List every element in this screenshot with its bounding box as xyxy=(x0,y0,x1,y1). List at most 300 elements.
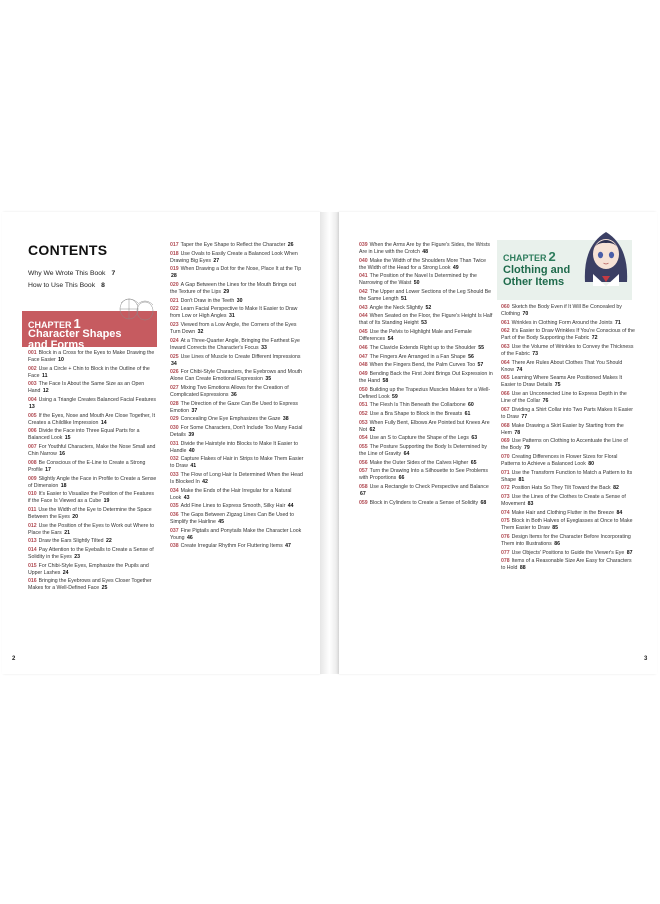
toc-column-2 xyxy=(170,242,304,552)
entry-page: 25 xyxy=(101,585,108,592)
entry-title: Make the Width of the Shoulders More Than Twice the Width of the Head for a Strong Look xyxy=(359,257,486,271)
entry-number: 022 xyxy=(170,306,179,313)
entry-title: Be Conscious of the E-Line to Create a Strong Profile xyxy=(28,459,146,473)
entry-title: Use a Rectangle to Check Perspective and Balance xyxy=(369,484,489,491)
toc-entry xyxy=(501,485,635,492)
entry-page: 70 xyxy=(522,311,529,317)
entry-number: 054 xyxy=(359,435,368,442)
entry-number: 018 xyxy=(170,250,179,257)
toc-entry xyxy=(501,470,635,484)
entry-title: Use Objects' Positions to Guide the Viewer's Eye xyxy=(511,549,625,556)
entry-page: 84 xyxy=(616,509,623,516)
entry-page: 80 xyxy=(588,460,595,467)
entry-number: 073 xyxy=(501,493,510,500)
toc-entry xyxy=(28,507,158,521)
chapter-title: Character Shapes and Forms xyxy=(28,328,122,351)
entry-page: 76 xyxy=(542,398,549,405)
entry-number: 036 xyxy=(170,512,179,519)
chapter-label: CHAPTER 2 xyxy=(503,249,556,264)
entry-title: It's Easier to Visualize the Position of the Features if the Face Is Viewed as a Cube xyxy=(28,491,155,505)
entry-page: 83 xyxy=(527,500,534,507)
anime-girl-illustration xyxy=(579,224,633,286)
entry-number: 005 xyxy=(28,412,37,419)
toc-entry xyxy=(359,468,493,482)
entry-number: 028 xyxy=(170,400,179,407)
entry-page: 38 xyxy=(282,416,289,423)
entry-page: 82 xyxy=(613,485,619,492)
toc-entry xyxy=(359,345,493,352)
toc-entry xyxy=(501,518,635,532)
entry-title: The Clavicle Extends Right up to the Shoulder xyxy=(369,344,476,351)
entry-number: 045 xyxy=(359,329,368,336)
entry-number: 077 xyxy=(501,549,510,556)
entry-number: 021 xyxy=(170,297,179,304)
toc-entry xyxy=(28,381,158,395)
entry-number: 025 xyxy=(170,353,179,360)
entry-title: Taper the Eye Shape to Reflect the Character xyxy=(180,242,286,248)
entry-title: Make Hair and Clothing Flutter in the Breeze xyxy=(511,509,615,516)
toc-column-1 xyxy=(28,350,158,594)
chapter-1-banner xyxy=(22,311,157,351)
toc-entry xyxy=(170,441,304,455)
entry-page: 34 xyxy=(171,360,177,367)
entry-title: Use a Bra Shape to Block in the Breasts xyxy=(369,410,463,417)
toc-entry xyxy=(170,472,304,486)
toc-entry xyxy=(170,242,304,249)
entry-number: 052 xyxy=(359,410,368,417)
entry-page: 23 xyxy=(74,553,81,560)
entry-title: The Direction of the Gaze Can Be Used to Express Emotion xyxy=(170,400,299,414)
entry-number: 024 xyxy=(170,337,179,344)
toc-entry xyxy=(501,438,635,452)
entry-title: Block in a Cross for the Eyes to Make Drawing the Face Easier xyxy=(28,350,155,363)
toc-entry xyxy=(359,402,493,409)
entry-title: Mixing Two Emotions Allows for the Creation of Complicated Expressions xyxy=(170,384,289,398)
entry-page: 26 xyxy=(287,242,294,248)
entry-number: 041 xyxy=(359,273,368,280)
entry-title: The Fingers Are Arranged in a Fan Shape xyxy=(369,353,466,360)
toc-entry xyxy=(170,503,304,510)
chapter-title: Clothing and Other Items xyxy=(503,264,571,288)
toc-entry xyxy=(170,488,304,502)
entry-title: It's Easier to Draw Wrinkles If You're Conscious of the Part of the Body Supporting the Fabric xyxy=(501,328,635,342)
intro-page: 8 xyxy=(101,282,105,289)
entry-title: Creating Differences in Flower Sizes for Floral Patterns to Achieve a Balanced Look xyxy=(501,453,618,467)
entry-page: 14 xyxy=(100,419,107,426)
entry-title: For Chibi-Style Characters, the Eyebrows and Mouth Alone Can Create Emotional Expression xyxy=(170,369,303,383)
entry-number: 056 xyxy=(359,459,368,466)
toc-entry xyxy=(170,528,304,542)
entry-number: 009 xyxy=(28,475,37,482)
entry-title: If the Eyes, Nose and Mouth Are Close Together, It Creates a Childlike Impression xyxy=(28,412,156,426)
entry-page: 20 xyxy=(72,513,79,520)
toc-entry xyxy=(170,322,304,336)
entry-title: Fine Pigtails and Ponytails Make the Character Look Young xyxy=(170,527,302,541)
toc-entry xyxy=(359,484,493,498)
toc-entry xyxy=(359,313,493,327)
entry-title: The Position of the Navel Is Determined by the Narrowing of the Waist xyxy=(359,273,477,287)
toc-entry xyxy=(170,543,304,550)
entry-number: 035 xyxy=(170,503,179,510)
toc-entry xyxy=(359,435,493,442)
entry-number: 013 xyxy=(28,538,37,545)
toc-entry xyxy=(359,387,493,401)
entry-title: The Gaps Between Zigzag Lines Can Be Used to Simplify the Hairline xyxy=(170,512,294,526)
entry-number: 008 xyxy=(28,459,37,466)
entry-title: At a Three-Quarter Angle, Bringing the Farthest Eye Inward Corrects the Character's Focus xyxy=(170,337,300,351)
toc-entry xyxy=(359,444,493,458)
entry-page: 73 xyxy=(532,351,539,358)
entry-title: Use an S to Capture the Shape of the Legs xyxy=(369,435,469,442)
toc-entry xyxy=(359,258,493,272)
entry-page: 78 xyxy=(514,429,521,436)
entry-title: Learning Where Seams Are Positioned Makes It Easier to Draw Details xyxy=(501,375,623,389)
entry-page: 32 xyxy=(197,329,204,336)
entry-page: 10 xyxy=(58,357,64,363)
entry-page: 57 xyxy=(477,362,484,369)
toc-entry xyxy=(28,523,158,537)
toc-entry xyxy=(28,397,158,411)
toc-entry xyxy=(501,391,635,405)
entry-number: 012 xyxy=(28,522,37,529)
entry-title: For Youthful Characters, Make the Nose Small and Chin Narrow xyxy=(28,444,156,458)
entry-page: 75 xyxy=(554,382,561,389)
entry-page: 44 xyxy=(287,503,294,510)
entry-number: 050 xyxy=(359,386,368,393)
entry-number: 029 xyxy=(170,416,179,423)
entry-title: Block in Cylinders to Create a Sense of Solidity xyxy=(369,499,479,506)
entry-number: 078 xyxy=(501,558,510,565)
entry-page: 46 xyxy=(186,534,193,541)
entry-title: Building up the Trapezius Muscles Makes for a Well-Defined Look xyxy=(359,386,491,400)
entry-page: 85 xyxy=(552,525,558,532)
entry-title: Add Fine Lines to Express Smooth, Silky Hair xyxy=(180,503,286,510)
entry-number: 030 xyxy=(170,424,179,431)
toc-column-3 xyxy=(359,242,493,508)
toc-entry xyxy=(170,251,304,265)
entry-number: 020 xyxy=(170,282,179,289)
entry-number: 051 xyxy=(359,402,368,409)
entry-number: 023 xyxy=(170,322,179,329)
entry-page: 64 xyxy=(403,451,410,457)
toc-entry xyxy=(28,578,158,592)
intro-item-how xyxy=(28,282,105,289)
toc-entry xyxy=(28,428,158,442)
entry-page: 55 xyxy=(478,344,485,351)
toc-entry xyxy=(359,362,493,369)
entry-title: Divide the Face into Three Equal Parts for a Balanced Look xyxy=(28,428,140,442)
entry-number: 065 xyxy=(501,375,510,382)
entry-title: Use the Volume of Wrinkles to Convey the Thickness of the Fabric xyxy=(501,344,634,358)
entry-title: When Seated on the Floor, the Figure's Height Is Half that of Its Standing Height xyxy=(359,313,493,327)
entry-page: 72 xyxy=(591,335,598,342)
entry-title: The Flesh Is Thin Beneath the Collarbone xyxy=(369,402,466,409)
toc-entry xyxy=(170,306,304,320)
entry-page: 41 xyxy=(190,463,197,470)
entry-page: 40 xyxy=(188,447,195,454)
intro-item-why xyxy=(28,270,115,277)
left-page xyxy=(2,212,320,674)
entry-number: 031 xyxy=(170,440,179,447)
entry-title: Use a Circle + Chin to Block in the Outline of the Face xyxy=(28,365,150,379)
entry-number: 040 xyxy=(359,257,368,264)
entry-number: 044 xyxy=(359,313,368,320)
toc-entry xyxy=(359,500,493,507)
entry-number: 066 xyxy=(501,391,510,398)
entry-title: Turn the Drawing Into a Silhouette to See Problems with Proportions xyxy=(359,468,488,482)
entry-title: Bringing the Eyebrows and Eyes Closer Together Makes for a Well-Defined Face xyxy=(28,578,152,592)
entry-number: 007 xyxy=(28,444,37,451)
entry-number: 076 xyxy=(501,534,510,540)
entry-page: 87 xyxy=(626,549,633,556)
entry-page: 53 xyxy=(421,320,427,327)
entry-page: 49 xyxy=(452,264,459,271)
entry-number: 015 xyxy=(28,562,37,569)
toc-entry xyxy=(501,494,635,508)
toc-entry xyxy=(28,366,158,380)
toc-entry xyxy=(28,476,158,490)
entry-page: 47 xyxy=(285,543,291,550)
entry-page: 35 xyxy=(265,376,272,383)
entry-page: 86 xyxy=(554,541,560,547)
entry-number: 067 xyxy=(501,406,510,413)
entry-page: 88 xyxy=(519,565,526,572)
entry-page: 37 xyxy=(191,407,198,414)
entry-title: Dividing a Shirt Collar into Two Parts Makes It Easier to Draw xyxy=(501,406,633,420)
toc-column-4 xyxy=(501,304,635,574)
toc-entry xyxy=(28,444,158,458)
entry-title: The Posture Supporting the Body Is Determined by the Line of Gravity xyxy=(359,444,488,457)
entry-page: 33 xyxy=(261,344,267,351)
entry-title: Divide the Hairstyle into Blocks to Make It Easier to Handle xyxy=(170,440,298,454)
entry-number: 003 xyxy=(28,381,37,388)
entry-number: 039 xyxy=(359,242,368,248)
entry-page: 56 xyxy=(468,353,474,360)
toc-entry xyxy=(170,369,304,383)
entry-number: 048 xyxy=(359,362,368,369)
entry-number: 063 xyxy=(501,344,510,351)
entry-page: 67 xyxy=(360,491,366,498)
entry-title: Use the Pelvis to Highlight Male and Female Differences xyxy=(359,329,472,343)
entry-page: 63 xyxy=(471,435,478,442)
entry-page: 71 xyxy=(614,319,621,326)
intro-page: 7 xyxy=(111,270,116,277)
entry-number: 014 xyxy=(28,546,37,553)
entry-title: Slightly Angle the Face in Profile to Create a Sense of Dimension xyxy=(28,475,157,489)
entry-title: The Flow of Long Hair Is Determined When the Head Is Blocked In xyxy=(170,472,303,485)
right-page xyxy=(339,212,657,674)
entry-title: Use the Transform Function to Match a Pattern to Its Shape xyxy=(501,469,633,483)
entry-title: For Chibi-Style Eyes, Emphasize the Pupils and Upper Lashes xyxy=(28,562,149,576)
entry-number: 002 xyxy=(28,365,37,372)
entry-page: 45 xyxy=(218,519,225,526)
toc-entry xyxy=(501,344,635,358)
toc-entry xyxy=(170,338,304,352)
toc-entry xyxy=(28,350,158,364)
toc-entry xyxy=(170,298,304,305)
entry-number: 019 xyxy=(170,266,179,273)
entry-title: Draw the Ears Slightly Tilted xyxy=(38,538,104,545)
entry-number: 016 xyxy=(28,578,37,585)
entry-number: 034 xyxy=(170,487,179,494)
toc-entry xyxy=(501,454,635,468)
entry-page: 15 xyxy=(64,435,71,442)
toc-entry xyxy=(170,266,304,280)
entry-number: 033 xyxy=(170,472,179,478)
entry-title: Make Drawing a Skirt Easier by Starting from the Hem xyxy=(501,422,624,436)
entry-number: 010 xyxy=(28,491,37,498)
entry-page: 36 xyxy=(230,391,237,398)
toc-entry xyxy=(170,354,304,368)
contents-title: CONTENTS xyxy=(28,242,108,258)
entry-number: 046 xyxy=(359,344,368,351)
entry-page: 28 xyxy=(171,273,177,280)
entry-number: 001 xyxy=(28,350,37,356)
entry-number: 059 xyxy=(359,499,368,506)
entry-title: When the Arms Are by the Figure's Sides, the Wrists Are in Line with the Crotch xyxy=(359,242,490,255)
toc-entry xyxy=(170,512,304,526)
entry-title: Design Items for the Character Before Incorporating Them into Illustrations xyxy=(501,534,631,547)
toc-entry xyxy=(501,328,635,342)
entry-page: 21 xyxy=(64,529,70,536)
entry-title: Wrinkles in Clothing Form Around the Joints xyxy=(511,319,613,326)
entry-page: 31 xyxy=(228,313,235,320)
entry-number: 060 xyxy=(501,304,510,310)
entry-title: The Face Is About the Same Size as an Open Hand xyxy=(28,381,145,395)
entry-page: 61 xyxy=(464,410,471,417)
entry-number: 057 xyxy=(359,468,368,475)
entry-page: 17 xyxy=(45,466,51,473)
entry-title: Use the Width of the Eye to Determine the Space Between the Eyes xyxy=(28,506,152,520)
entry-page: 39 xyxy=(188,431,195,438)
entry-page: 48 xyxy=(422,249,429,255)
toc-entry xyxy=(170,385,304,399)
entry-page: 16 xyxy=(59,451,66,458)
entry-page: 19 xyxy=(103,498,110,505)
toc-entry xyxy=(359,371,493,385)
entry-title: Items of a Reasonable Size Are Easy for Characters to Hold xyxy=(501,558,632,572)
entry-title: When the Fingers Bend, the Palm Curves Too xyxy=(369,362,476,369)
entry-number: 006 xyxy=(28,428,37,435)
entry-number: 011 xyxy=(28,506,37,513)
entry-number: 062 xyxy=(501,328,510,335)
entry-title: Bending Back the First Joint Brings Out Expression in the Hand xyxy=(359,370,493,384)
entry-page: 42 xyxy=(202,479,208,485)
entry-title: Create Irregular Rhythm For Fluttering Items xyxy=(180,543,283,550)
entry-title: Position Hats So They Tilt Toward the Back xyxy=(511,485,611,492)
entry-title: Use an Unconnected Line to Express Depth in the Line of the Collar xyxy=(501,391,627,405)
entry-number: 042 xyxy=(359,289,368,296)
toc-entry xyxy=(28,491,158,505)
toc-entry xyxy=(359,273,493,287)
toc-entry xyxy=(359,411,493,418)
toc-entry xyxy=(501,320,635,327)
toc-entry xyxy=(359,420,493,434)
entry-title: For Some Characters, Don't Include Too Many Facial Details xyxy=(170,424,303,438)
toc-entry xyxy=(28,538,158,545)
toc-entry xyxy=(359,460,493,467)
entry-title: Sketch the Body Even if It Will Be Concealed by Clothing xyxy=(501,304,622,317)
entry-page: 30 xyxy=(236,297,243,304)
entry-number: 032 xyxy=(170,456,179,463)
entry-number: 038 xyxy=(170,543,179,550)
toc-entry xyxy=(359,289,493,303)
toc-entry xyxy=(501,304,635,318)
entry-page: 11 xyxy=(42,372,48,379)
entry-number: 071 xyxy=(501,469,510,476)
toc-entry xyxy=(501,407,635,421)
entry-page: 22 xyxy=(105,538,112,545)
toc-entry xyxy=(501,558,635,572)
entry-number: 075 xyxy=(501,518,510,525)
toc-entry xyxy=(501,550,635,557)
entry-page: 13 xyxy=(29,404,35,411)
entry-number: 058 xyxy=(359,484,368,491)
entry-page: 68 xyxy=(480,499,487,506)
toc-entry xyxy=(170,416,304,423)
intro-label: Why We Wrote This Book xyxy=(28,270,106,277)
entry-page: 60 xyxy=(468,402,474,409)
toc-entry xyxy=(501,510,635,517)
entry-page: 12 xyxy=(42,388,49,395)
toc-entry xyxy=(359,329,493,343)
entry-title: Block in Both Halves of Eyeglasses at Once to Make Them Easier to Draw xyxy=(501,518,633,532)
toc-entry xyxy=(28,460,158,474)
entry-page: 79 xyxy=(523,445,530,452)
entry-title: Using a Triangle Creates Balanced Facial Features xyxy=(38,397,157,404)
toc-entry xyxy=(359,242,493,256)
entry-title: Use Lines of Muscle to Create Different Impressions xyxy=(180,353,301,360)
toc-entry xyxy=(170,282,304,296)
entry-page: 65 xyxy=(470,459,477,466)
entry-number: 068 xyxy=(501,422,510,429)
entry-number: 027 xyxy=(170,384,179,391)
entry-number: 043 xyxy=(359,304,368,311)
toc-entry xyxy=(170,425,304,439)
entry-number: 017 xyxy=(170,242,179,248)
entry-title: Don't Draw in the Teeth xyxy=(180,297,235,304)
entry-page: 27 xyxy=(213,257,220,264)
chapter-label: CHAPTER 1 xyxy=(28,316,81,331)
entry-title: Use the Position of the Eyes to Work out Where to Place the Ears xyxy=(28,522,155,536)
entry-title: Use Patterns on Clothing to Accentuate the Line of the Body xyxy=(501,438,628,452)
entry-number: 074 xyxy=(501,509,510,516)
entry-title: A Gap Between the Lines for the Mouth Brings out the Texture of the Lips xyxy=(170,282,297,296)
entry-title: The Upper and Lower Sections of the Leg Should Be the Same Length xyxy=(359,289,492,303)
toc-entry xyxy=(28,547,158,561)
toc-entry xyxy=(170,401,304,415)
sketch-illustration xyxy=(107,293,157,329)
entry-page: 18 xyxy=(60,482,67,489)
book-spine xyxy=(320,212,339,674)
toc-entry xyxy=(501,423,635,437)
entry-page: 24 xyxy=(62,569,69,576)
toc-entry xyxy=(501,534,635,548)
entry-number: 072 xyxy=(501,485,510,492)
entry-page: 77 xyxy=(521,413,528,420)
toc-entry xyxy=(359,354,493,361)
entry-title: Capture Flakes of Hair in Strips to Make Them Easier to Draw xyxy=(170,456,304,470)
entry-page: 54 xyxy=(387,336,394,343)
entry-page: 50 xyxy=(413,280,420,287)
entry-page: 74 xyxy=(516,366,523,373)
entry-page: 29 xyxy=(223,289,230,296)
page-number: 3 xyxy=(644,656,648,662)
entry-title: Concealing One Eye Emphasizes the Gaze xyxy=(180,416,281,423)
entry-page: 43 xyxy=(183,494,190,501)
entry-number: 069 xyxy=(501,438,510,445)
entry-page: 62 xyxy=(369,426,376,433)
